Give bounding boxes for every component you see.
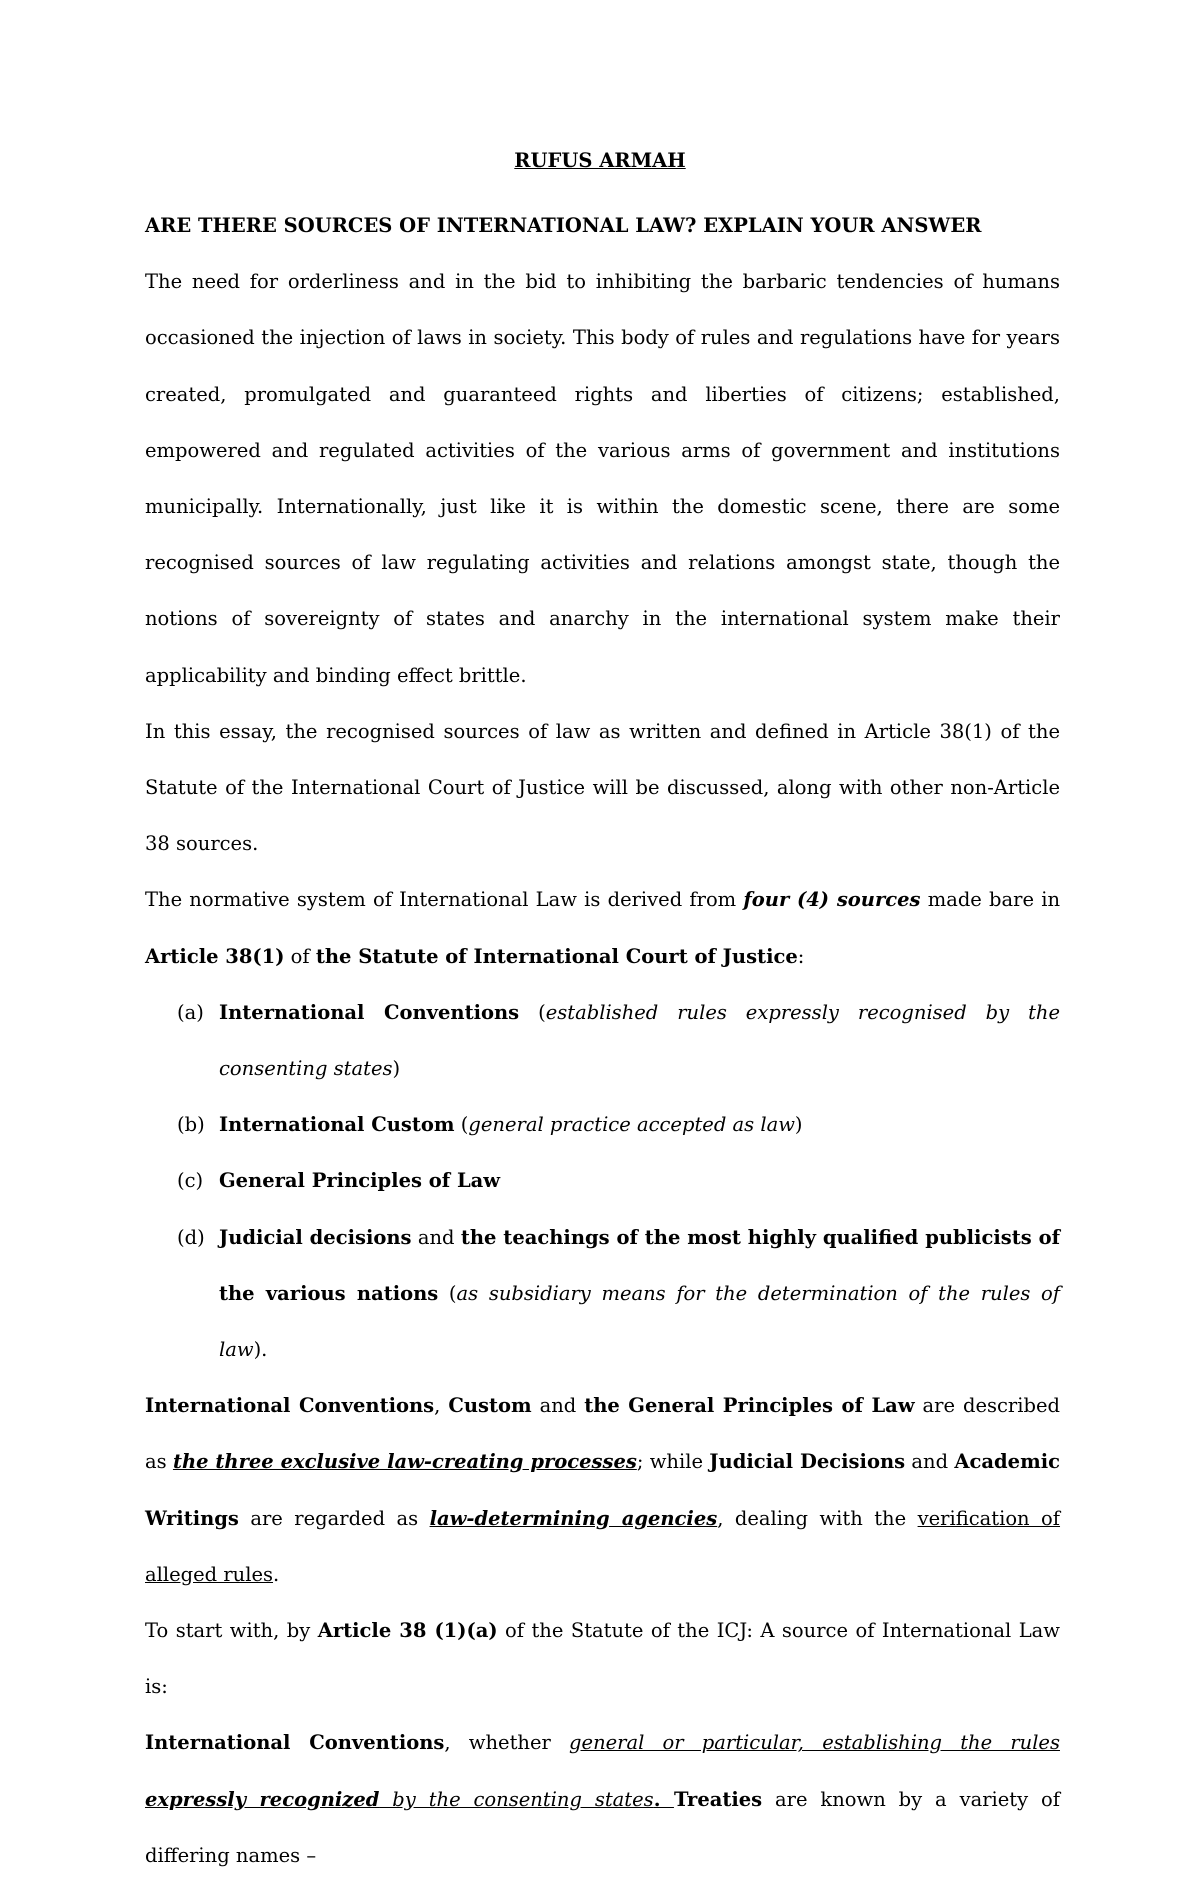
- text-run: are known by a variety of differing names –: [145, 1787, 1060, 1867]
- term: Academic Writings: [145, 1450, 1060, 1530]
- emphasis-consenting: by the consenting states: [379, 1787, 654, 1811]
- text-run: and: [531, 1394, 585, 1418]
- list-marker: (a): [177, 1000, 204, 1024]
- text-run: of the Statute of the ICJ: A source of International Law is:: [145, 1619, 1060, 1699]
- list-item-a: [145, 985, 1060, 1097]
- statute-ref: the Statute of International Court of Justice: [315, 944, 798, 968]
- text-run: and: [905, 1450, 955, 1474]
- list-term: International Conventions: [219, 1000, 520, 1024]
- underlined-period: .: [653, 1787, 674, 1811]
- list-description: as subsidiary means for the determination of the rules of law: [219, 1281, 1060, 1362]
- text-run: (: [519, 1000, 546, 1024]
- emphasis-expressly: expressly recognized: [145, 1787, 380, 1811]
- list-term: International Custom: [219, 1113, 455, 1137]
- emphasis-law-determining: law-determining agencies: [429, 1506, 718, 1530]
- term: Custom: [448, 1394, 532, 1418]
- text-run: (: [454, 1113, 469, 1137]
- term: International Conventions: [145, 1731, 445, 1755]
- author-name: RUFUS ARMAH: [514, 149, 686, 172]
- text-run: are described as: [145, 1394, 1060, 1474]
- text-run: To start with, by: [145, 1619, 318, 1643]
- emphasis-verification: verification of alleged rules: [145, 1506, 1061, 1586]
- article-ref: Article 38 (1)(a): [317, 1619, 498, 1643]
- emphasis-four-sources: four (4) sources: [743, 888, 921, 912]
- list-item-b: [145, 1097, 1060, 1153]
- text-run: , dealing with the: [717, 1506, 918, 1530]
- text-run: are regarded as: [238, 1506, 430, 1530]
- text-run: .: [273, 1562, 280, 1586]
- text-run: :: [797, 944, 805, 968]
- processes-paragraph: [145, 1378, 1060, 1603]
- term: International Conventions: [145, 1394, 435, 1418]
- essay-body: [145, 198, 1060, 1884]
- emphasis-law-creating: the three exclusive law-creating processes: [172, 1450, 637, 1474]
- list-marker: (c): [177, 1169, 204, 1193]
- text-run: ; while: [636, 1450, 710, 1474]
- term: the General Principles of Law: [584, 1394, 915, 1418]
- list-description: general practice accepted as law: [468, 1113, 795, 1137]
- term: Treaties: [673, 1787, 763, 1811]
- list-marker: (b): [177, 1113, 205, 1137]
- list-marker: (d): [177, 1225, 205, 1249]
- article-ref: Article 38(1): [145, 944, 285, 968]
- text-run: The normative system of International Law is derived from: [145, 888, 744, 912]
- conventions-paragraph: [145, 1715, 1060, 1884]
- list-item-c: [145, 1153, 1060, 1209]
- text-run: and: [411, 1225, 461, 1249]
- text-run: ).: [253, 1338, 268, 1362]
- list-term: Judicial decisions: [219, 1225, 412, 1249]
- scope-paragraph: In this essay, the recognised sources of law as written and defined in Article 38(1) of the Statute of the International Court of Justice will be discussed, along with other non-Article 38 sources.: [145, 719, 1060, 856]
- list-term: General Principles of Law: [219, 1169, 501, 1193]
- term: Judicial Decisions: [709, 1450, 906, 1474]
- list-description: established rules expressly recognised by the consenting states: [219, 1000, 1061, 1081]
- text-run: ): [392, 1057, 401, 1081]
- article-intro-paragraph: [145, 1603, 1060, 1715]
- text-run: made bare in: [920, 888, 1061, 912]
- text-run: , whether: [444, 1731, 570, 1755]
- list-term: the teachings of the most highly qualified publicists of the various nations: [219, 1225, 1060, 1305]
- emphasis-general: general or particular, establishing the rules: [569, 1731, 1060, 1755]
- text-run: ): [794, 1113, 803, 1137]
- text-run: ,: [434, 1394, 449, 1418]
- text-run: of: [284, 944, 316, 968]
- sources-paragraph: [145, 872, 1060, 984]
- list-item-d: [145, 1210, 1060, 1379]
- intro-paragraph: The need for orderliness and in the bid to inhibiting the barbaric tendencies of humans occasioned the injection of laws in society. This body of rules and regulations have for years created, promulgated and guaranteed rights and liberties of citizens; established, empowered and regulated activities of the various arms of government and institutions municipally. Internationally, just like it is within the domestic scene, there are some recognised sources of law regulating activities and relations amongst state, though the notions of sovereignty of states and anarchy in the international system make their applicability and binding effect brittle.: [145, 270, 1060, 687]
- essay-question: ARE THERE SOURCES OF INTERNATIONAL LAW? EXPLAIN YOUR ANSWER: [145, 214, 982, 237]
- text-run: (: [438, 1281, 457, 1305]
